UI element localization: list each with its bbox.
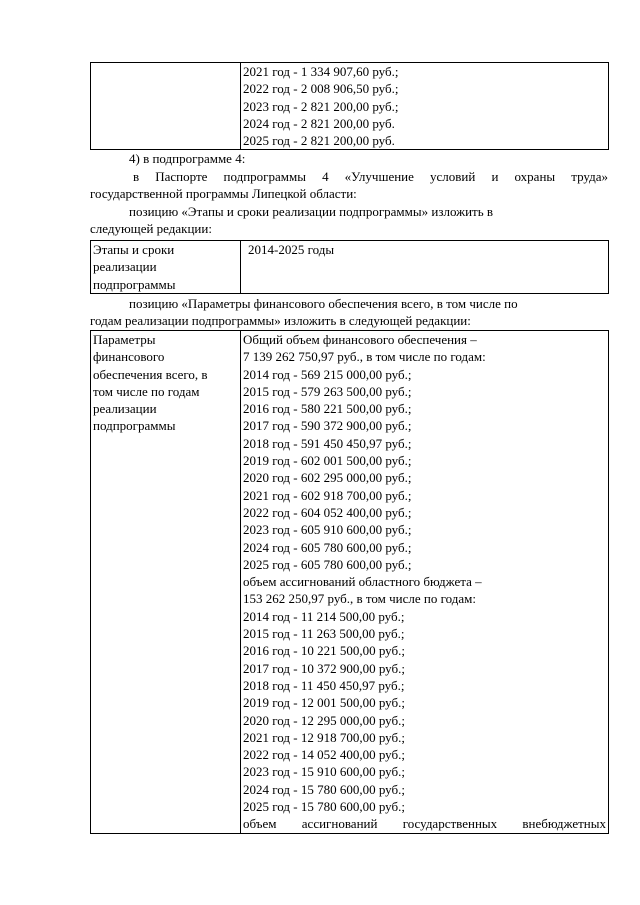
text-line: объем ассигнований областного бюджета – (243, 574, 482, 590)
text-line: том числе по годам (93, 383, 200, 399)
text-line: 2023 год - 2 821 200,00 руб.; (243, 98, 399, 114)
paragraph-financing-line1: позицию «Параметры финансового обеспечения всего, в том числе по (129, 296, 518, 311)
text-line: обеспечения всего, в (93, 366, 208, 382)
text-line: 2021 год - 602 918 700,00 руб.; (243, 487, 412, 503)
table-cell-right (241, 63, 609, 150)
text-line: 2014 год - 11 214 500,00 руб.; (243, 608, 405, 624)
text-line: 2021 год - 12 918 700,00 руб.; (243, 729, 405, 745)
text-line: 2016 год - 580 221 500,00 руб.; (243, 401, 412, 417)
text-line: реализации (93, 259, 157, 275)
paragraph-subprogram-4: 4) в подпрограмме 4: (129, 151, 246, 166)
text-line-justified: объем ассигнований государственных внебюджетных (243, 816, 606, 832)
table-cell-left (91, 241, 241, 294)
text-line: 2016 год - 10 221 500,00 руб.; (243, 643, 405, 659)
text-line: подпрограммы (93, 418, 176, 434)
text-line: подпрограммы (93, 276, 176, 292)
text-line: 2024 год - 2 821 200,00 руб. (243, 115, 395, 131)
text-line: 2020 год - 12 295 000,00 руб.; (243, 712, 405, 728)
text-line: 2024 год - 15 780 600,00 руб.; (243, 781, 405, 797)
table-continuation (90, 62, 609, 150)
text-line: реализации (93, 401, 157, 417)
text-line: 2025 год - 605 780 600,00 руб.; (243, 556, 412, 572)
text-line: 2015 год - 11 263 500,00 руб.; (243, 626, 405, 642)
text-line: 2022 год - 604 052 400,00 руб.; (243, 504, 412, 520)
text-line: 2022 год - 2 008 906,50 руб.; (243, 81, 399, 97)
text-line: 2020 год - 602 295 000,00 руб.; (243, 470, 412, 486)
text-line: 2023 год - 605 910 600,00 руб.; (243, 522, 412, 538)
text-line: 2023 год - 15 910 600,00 руб.; (243, 764, 405, 780)
text-line: Общий объем финансового обеспечения – (243, 332, 477, 347)
text-line: 2022 год - 14 052 400,00 руб.; (243, 747, 405, 763)
table-cell-right (241, 241, 609, 294)
text-line: 2019 год - 602 001 500,00 руб.; (243, 453, 412, 469)
text-line: 2018 год - 591 450 450,97 руб.; (243, 435, 412, 451)
table-row (91, 241, 609, 294)
text-line: 153 262 250,97 руб., в том числе по годам: (243, 591, 476, 607)
text-line: 2018 год - 11 450 450,97 руб.; (243, 677, 405, 693)
text-line: 2019 год - 12 001 500,00 руб.; (243, 695, 405, 711)
text-line: Этапы и сроки (93, 242, 175, 257)
text-line: 7 139 262 750,97 руб., в том числе по годам: (243, 349, 486, 365)
paragraph-stages-line2: следующей редакции: (90, 221, 212, 236)
paragraph-passport-line2: государственной программы Липецкой области: (90, 186, 357, 201)
table-cell-left (91, 63, 241, 150)
paragraph-stages-line1: позицию «Этапы и сроки реализации подпрограммы» изложить в (129, 204, 494, 219)
text-line: финансового (93, 349, 165, 365)
table-financing (90, 330, 609, 834)
stages-value: 2014-2025 годы (248, 242, 335, 257)
text-line: 2014 год - 569 215 000,00 руб.; (243, 366, 412, 382)
text-line: 2015 год - 579 263 500,00 руб.; (243, 383, 412, 399)
text-line: 2017 год - 10 372 900,00 руб.; (243, 660, 405, 676)
text-line: Параметры (93, 332, 156, 347)
table-row (91, 331, 609, 834)
text-line: 2025 год - 15 780 600,00 руб.; (243, 799, 405, 815)
text-line: 2025 год - 2 821 200,00 руб. (243, 133, 395, 149)
text-line: 2021 год - 1 334 907,60 руб.; (243, 64, 399, 79)
text-line: 2024 год - 605 780 600,00 руб.; (243, 539, 412, 555)
paragraph-passport-line1: в Паспорте подпрограммы 4 «Улучшение условий и охраны труда» (133, 169, 608, 184)
table-cell-left (91, 331, 241, 834)
paragraph-financing-line2: годам реализации подпрограммы» изложить в следующей редакции: (90, 313, 471, 328)
table-row (91, 63, 609, 150)
table-stages (90, 240, 609, 294)
table-cell-right (241, 331, 609, 834)
text-line: 2017 год - 590 372 900,00 руб.; (243, 418, 412, 434)
